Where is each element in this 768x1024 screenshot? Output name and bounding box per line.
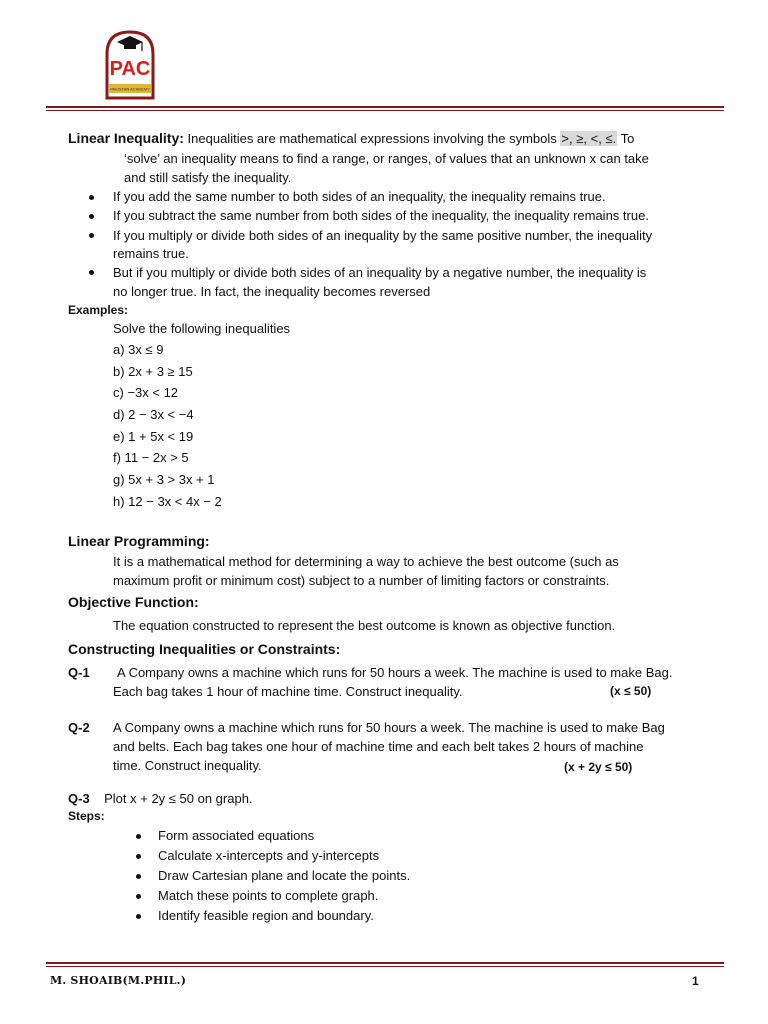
q2-answer: (x + 2y ≤ 50) [564, 760, 633, 774]
example-item: f) 11 − 2x > 5 [113, 450, 189, 465]
footer-author: M. SHOAIB(M.PHIL.) [50, 974, 187, 987]
example-item: d) 2 − 3x < −4 [113, 407, 194, 422]
objective-function-heading: Objective Function: [68, 594, 199, 610]
intro-to: To [620, 131, 635, 146]
q3-label: Q-3 [68, 791, 90, 806]
page-number: 1 [692, 974, 699, 988]
q2-line-3: time. Construct inequality. [113, 758, 262, 773]
rule-add: If you add the same number to both sides of an inequality, the inequality remains true. [113, 189, 606, 204]
bullet-dot [89, 195, 94, 200]
rule-multiply-negative: But if you multiply or divide both sides of an inequality by a negative number, the inequality is [113, 265, 647, 280]
linear-programming-line-1: It is a mathematical method for determining a way to achieve the best outcome (such as [113, 554, 619, 569]
step-item: Form associated equations [158, 828, 315, 843]
bullet-dot [136, 854, 141, 859]
constraints-heading: Constructing Inequalities or Constraints: [68, 641, 341, 657]
header-rule-thin [46, 110, 724, 111]
bullet-dot [136, 834, 141, 839]
logo-text: PAC [109, 58, 151, 80]
steps-heading: Steps: [68, 809, 105, 823]
q1-label: Q-1 [68, 665, 90, 680]
bullet-dot [89, 233, 94, 238]
objective-function-text: The equation constructed to represent the best outcome is known as objective function. [113, 618, 616, 633]
rule-multiply-positive: If you multiply or divide both sides of an inequality by the same positive number, the inequality [113, 228, 653, 243]
rule-multiply-positive-cont: remains true. [113, 246, 189, 261]
q1-answer: (x ≤ 50) [610, 684, 652, 698]
step-item: Identify feasible region and boundary. [158, 908, 374, 923]
linear-programming-heading: Linear Programming: [68, 533, 210, 549]
symbols-highlight: >, ≥, <, ≤. [561, 131, 617, 146]
footer-rule-thin [46, 966, 724, 967]
q2-label: Q-2 [68, 720, 90, 735]
linear-inequality-paragraph [68, 130, 634, 146]
logo-tagline: PAKISTAN ACADEMY [110, 86, 150, 92]
linear-inequality-heading: Linear Inequality: [68, 130, 184, 146]
example-item: h) 12 − 3x < 4x − 2 [113, 494, 222, 509]
example-item: g) 5x + 3 > 3x + 1 [113, 472, 215, 487]
rule-multiply-negative-cont: no longer true. In fact, the inequality becomes reversed [113, 284, 431, 299]
intro-line-4: and still satisfy the inequality. [124, 170, 292, 185]
step-item: Calculate x-intercepts and y-intercepts [158, 848, 380, 863]
rule-subtract: If you subtract the same number from both sides of the inequality, the inequality remains true. [113, 208, 649, 223]
example-item: e) 1 + 5x < 19 [113, 429, 194, 444]
bullet-dot [89, 270, 94, 275]
linear-programming-line-2: maximum profit or minimum cost) subject to a number of limiting factors or constraints. [113, 573, 610, 588]
examples-intro: Solve the following inequalities [113, 321, 291, 336]
example-item: b) 2x + 3 ≥ 15 [113, 364, 193, 379]
examples-heading: Examples: [68, 303, 129, 317]
intro-line-3: ‘solve’ an inequality means to find a range, or ranges, of values that an unknown x can take [124, 151, 649, 166]
footer-rule [46, 962, 724, 964]
academy-logo [104, 28, 156, 100]
q2-line-1: A Company owns a machine which runs for 50 hours a week. The machine is used to make Bag [113, 720, 665, 735]
bullet-dot [136, 914, 141, 919]
bullet-dot [89, 214, 94, 219]
q3-text: Plot x + 2y ≤ 50 on graph. [104, 791, 253, 806]
step-item: Draw Cartesian plane and locate the points. [158, 868, 411, 883]
intro-text: Inequalities are mathematical expressions involving the symbols [187, 131, 557, 146]
step-item: Match these points to complete graph. [158, 888, 379, 903]
q1-line-2: Each bag takes 1 hour of machine time. Construct inequality. [113, 684, 463, 699]
example-item: a) 3x ≤ 9 [113, 342, 164, 357]
example-item: c) −3x < 12 [113, 385, 179, 400]
bullet-dot [136, 874, 141, 879]
header-rule [46, 106, 724, 108]
q2-line-2: and belts. Each bag takes one hour of machine time and each belt takes 2 hours of machine [113, 739, 644, 754]
bullet-dot [136, 894, 141, 899]
q3-question [68, 791, 253, 806]
q1-line-1: A Company owns a machine which runs for 50 hours a week. The machine is used to make Bag. [117, 665, 673, 680]
